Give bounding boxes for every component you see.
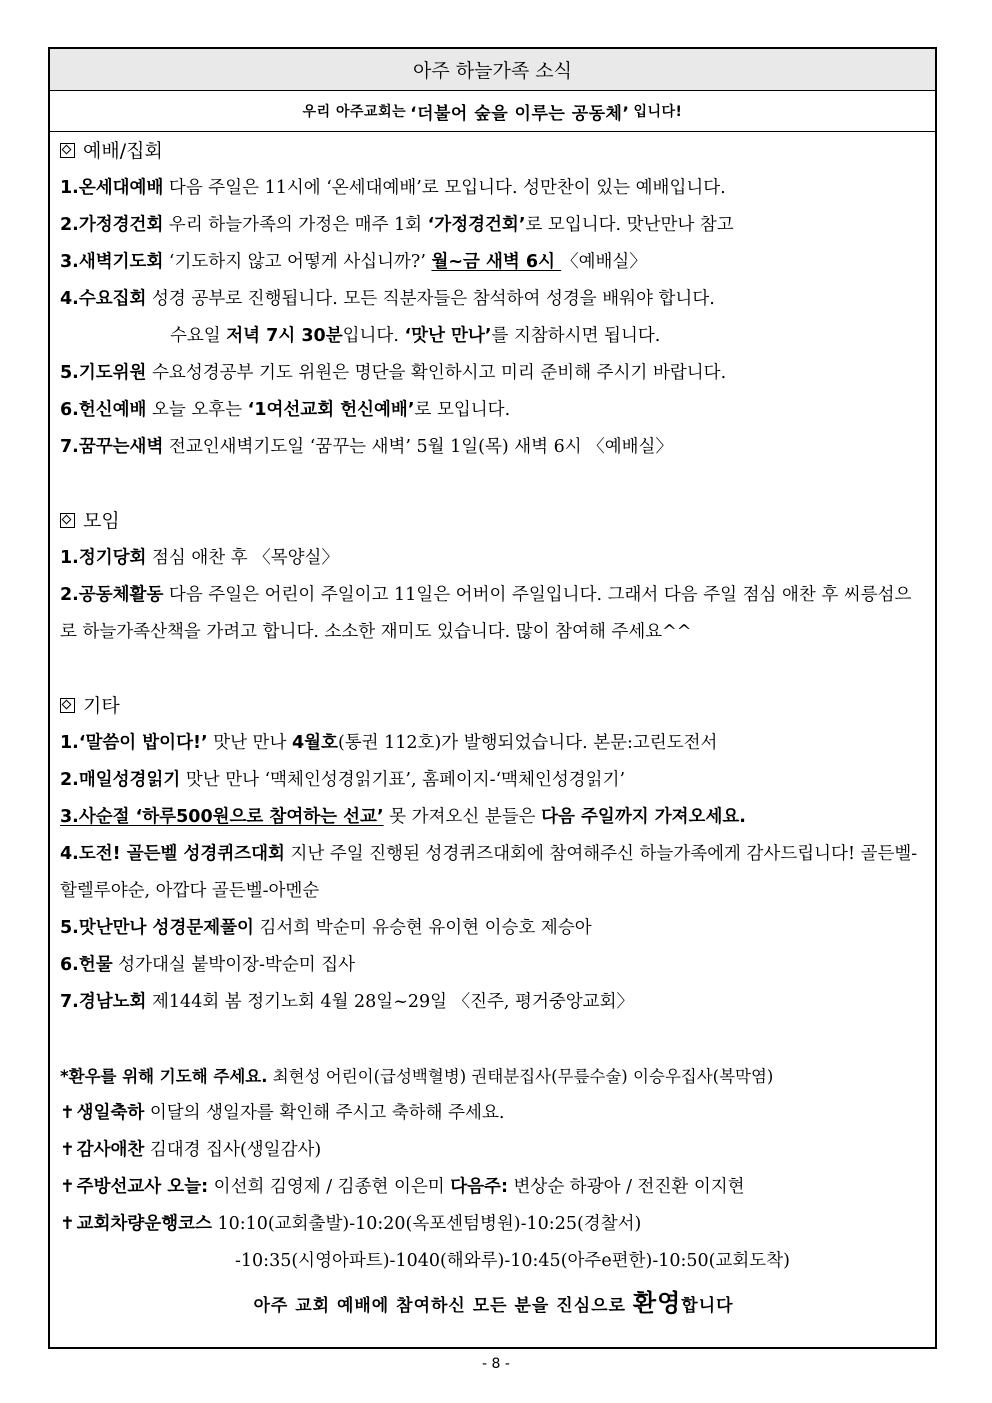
closing-message: 아주 교회 예배에 참여하신 모든 분을 진심으로 환영합니다	[253, 1288, 734, 1317]
newsletter-frame	[48, 47, 937, 1349]
list-item-continuation: 수요일 저녁 7시 30분입니다. ‘맛난 만나’를 지참하시면 됩니다.	[170, 326, 661, 346]
motto-main: ‘더불어 숲을 이루는 공동체’	[410, 103, 630, 124]
page-number: - 8 -	[482, 1356, 510, 1372]
vehicle-notice-continuation: -10:35(시영아파트)-1040(해와루)-10:45(아주e편한)-10:50(교회도착)	[235, 1251, 790, 1271]
cross-icon: ✝	[60, 1103, 75, 1123]
section-title: 예배/집회	[83, 140, 163, 162]
list-item: 5.기도위원 수요성경공부 기도 위원은 명단을 확인하시고 미리 준비해 주시기 바랍니다.	[60, 363, 727, 383]
thanks-notice: ✝ 감사애찬 김대경 집사(생일감사)	[60, 1140, 322, 1160]
list-item: 4.수요집회 성경 공부로 진행됩니다. 모든 직분자들은 참석하여 성경을 배워야 합니다.	[60, 289, 715, 309]
list-item: 3.새벽기도회 ‘기도하지 않고 어떻게 사십니까?’ 월~금 새벽 6시 〈예배실〉	[60, 252, 647, 272]
prayer-request: *환우를 위해 기도해 주세요. 최현성 어린이(급성백혈병) 권태분집사(무릎수술) 이승우집사(복막염)	[60, 1067, 774, 1086]
list-item: 4.도전! 골든벨 성경퀴즈대회 지난 주일 진행된 성경퀴즈대회에 참여해주신 하늘가족에게 감사드립니다! 골든벨-할렐루야순, 아깝다 골든벨-아멘순	[60, 844, 918, 901]
motto-suffix: 입니다!	[633, 104, 683, 120]
birthday-notice: ✝ 생일축하 이달의 생일자를 확인해 주시고 축하해 주세요.	[60, 1103, 505, 1123]
list-item: 2.매일성경읽기 맛난 만나 ‘맥체인성경읽기표’, 홈페이지-‘맥체인성경읽기’	[60, 770, 626, 790]
list-item: 5.맛난만나 성경문제풀이 김서희 박순미 유승현 유이현 이승호 제승아	[60, 918, 592, 938]
cross-icon: ✝	[60, 1214, 75, 1234]
list-item: 1.온세대예배 다음 주일은 11시에 ‘온세대예배’로 모입니다. 성만찬이 있는 예배입니다.	[60, 178, 726, 198]
diamond-box-icon	[60, 513, 75, 528]
content-body	[60, 133, 927, 1325]
list-item: 7.꿈꾸는새벽 전교인새벽기도일 ‘꿈꾸는 새벽’ 5월 1일(목) 새벽 6시 〈예배실〉	[60, 437, 673, 457]
list-item: 1.‘말씀이 밥이다!’ 맛난 만나 4월호(통권 112호)가 발행되었습니다. 본문:고린도전서	[60, 733, 718, 753]
cross-icon: ✝	[60, 1177, 75, 1197]
list-item: 3.사순절 ‘하루500원으로 참여하는 선교’ 못 가져오신 분들은 다음 주일까지 가져오세요.	[60, 807, 746, 827]
page-title: 아주 하늘가족 소식	[50, 49, 935, 91]
list-item: 2.공동체활동 다음 주일은 어린이 주일이고 11일은 어버이 주일입니다. 그래서 다음 주일 점심 애찬 후 씨릉섬으로 하늘가족산책을 가려고 합니다. 소소한 재미도 있습니다. 많이 참여해 주세요^^	[60, 585, 912, 642]
diamond-box-icon	[60, 698, 75, 713]
section-title: 모임	[83, 510, 120, 532]
list-item: 1.정기당회 점심 애찬 후 〈목양실〉	[60, 548, 339, 568]
section-title: 기타	[83, 695, 120, 717]
kitchen-notice: ✝ 주방선교사 오늘: 이선희 김영제 / 김종현 이은미 다음주: 변상순 하광아 / 전진환 이지현	[60, 1177, 745, 1197]
section-etc-heading	[60, 688, 927, 725]
list-item: 2.가정경건회 우리 하늘가족의 가정은 매주 1회 ‘가정경건회’로 모입니다. 맛난만나 참고	[60, 215, 734, 235]
list-item: 6.헌신예배 오늘 오후는 ‘1여선교회 헌신예배’로 모입니다.	[60, 400, 511, 420]
list-item: 6.헌물 성가대실 붙박이장-박순미 집사	[60, 955, 356, 975]
vehicle-notice: ✝ 교회차량운행코스 10:10(교회출발)-10:20(옥포센텀병원)-10:25(경찰서)	[60, 1214, 642, 1234]
list-item: 7.경남노회 제144회 봄 정기노회 4월 28일~29일 〈진주, 평거중앙교회〉	[60, 992, 634, 1012]
section-worship-heading	[60, 133, 927, 170]
section-meeting-heading	[60, 503, 927, 540]
motto-banner	[50, 91, 935, 132]
motto-prefix: 우리 아주교회는	[302, 104, 407, 120]
cross-icon: ✝	[60, 1140, 75, 1160]
diamond-box-icon	[60, 143, 75, 158]
